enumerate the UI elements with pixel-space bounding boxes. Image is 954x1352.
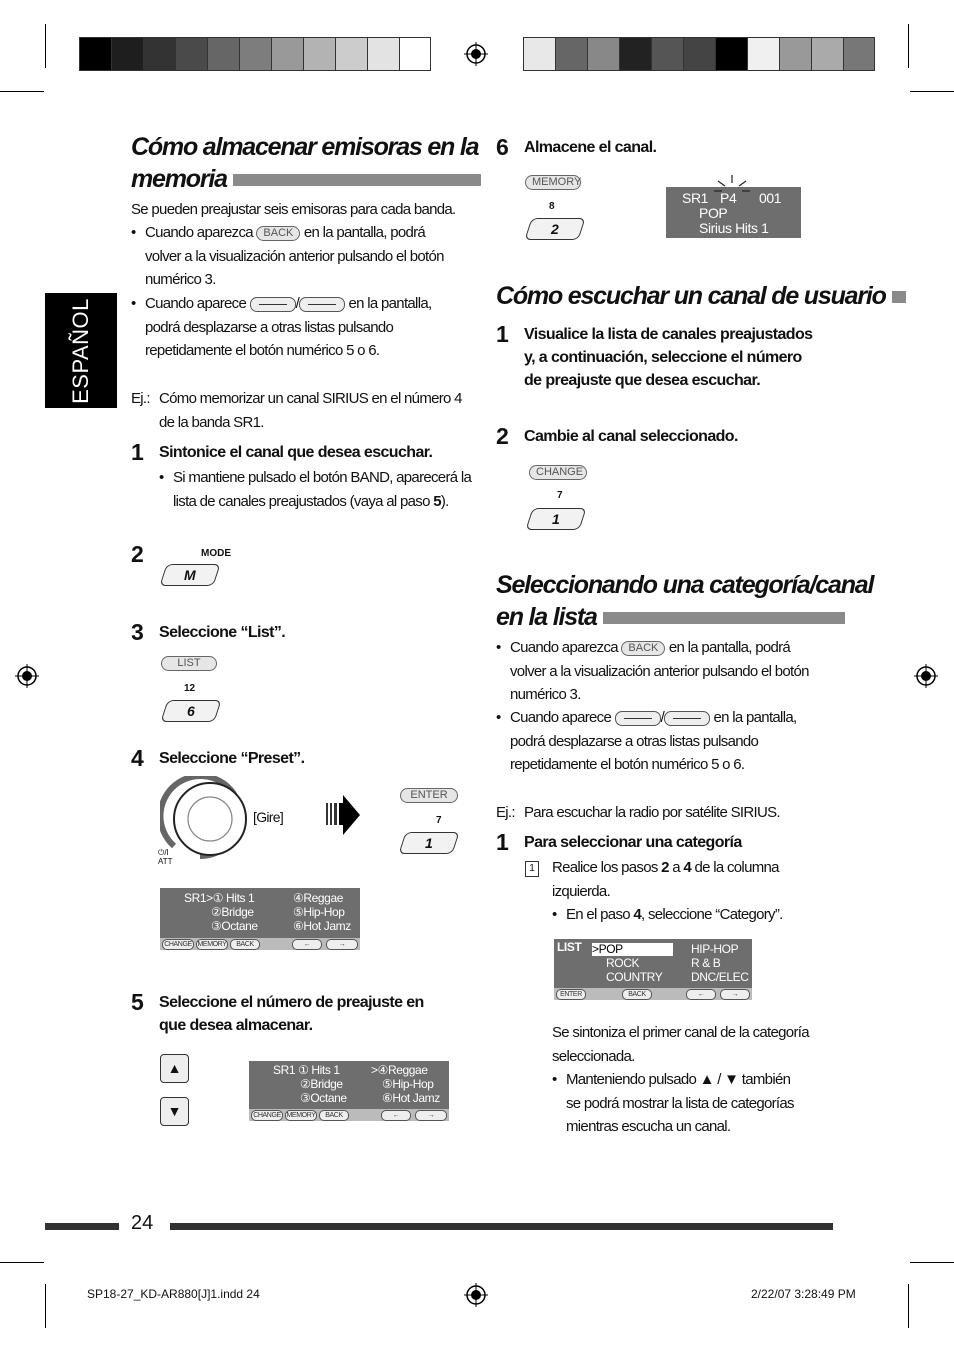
crop-mark bbox=[45, 1284, 46, 1328]
bullet-back: • Cuando aparezca BACK en la pantalla, podrá volver a la visualización anterior pulsando el botón numérico 3. bbox=[145, 221, 465, 292]
enter-pill: ENTER bbox=[400, 788, 458, 803]
back-pill: BACK bbox=[621, 641, 665, 656]
right-arrow-icon bbox=[299, 297, 345, 312]
color-bar-right bbox=[523, 37, 875, 71]
key-label: 12 bbox=[184, 683, 196, 694]
number-2-button[interactable]: 2 bbox=[524, 218, 585, 240]
step-number: 5 bbox=[131, 989, 144, 1015]
example-text: Para escuchar la radio por satélite SIRIUS. bbox=[524, 804, 780, 821]
page-number: 24 bbox=[131, 1212, 154, 1234]
step-number: 2 bbox=[496, 423, 509, 449]
substep-text: Realice los pasos 2 a 4 de la columna izquierda. bbox=[552, 859, 779, 900]
mode-label: MODE bbox=[201, 548, 231, 559]
section-title-line1: Cómo almacenar emisoras en la bbox=[131, 133, 479, 161]
result-note: • Manteniendo pulsado ▲ / ▼ también se podrá mostrar la lista de categorías mientras escucha un canal. bbox=[566, 1068, 826, 1139]
section-title-category: Seleccionando una categoría/canal en la lista bbox=[496, 571, 874, 631]
example-text: Cómo memorizar un canal SIRIUS en el número 4 de la banda SR1. bbox=[159, 390, 462, 431]
section-title-store bbox=[131, 131, 481, 195]
number-1-button[interactable]: 1 bbox=[398, 832, 459, 854]
registration-mark-icon bbox=[464, 42, 488, 66]
crop-mark bbox=[908, 24, 909, 68]
next-arrow-icon bbox=[326, 795, 360, 835]
intro-text: Se pueden preajustar seis emisoras para cada banda. bbox=[131, 201, 456, 218]
back-pill: BACK bbox=[256, 226, 300, 241]
crop-mark bbox=[0, 91, 44, 92]
page-rule-right bbox=[170, 1223, 833, 1230]
key-label: 7 bbox=[436, 815, 442, 826]
crop-mark bbox=[910, 1262, 954, 1263]
key-label: 8 bbox=[549, 201, 555, 212]
registration-mark-icon bbox=[914, 664, 938, 688]
footer-date: 2/22/07 3:28:49 PM bbox=[751, 1287, 856, 1301]
left-arrow-icon bbox=[250, 297, 296, 312]
list-pill: LIST bbox=[161, 656, 217, 671]
change-pill: CHANGE bbox=[529, 465, 587, 480]
lcd-display-stored: SR1 P4 001 POP Sirius Hits 1 bbox=[666, 187, 801, 238]
bullet-back: • Cuando aparezca BACK en la pantalla, podrá volver a la visualización anterior pulsando el botón numérico 3. bbox=[510, 636, 830, 707]
crop-mark bbox=[0, 1262, 44, 1263]
down-button[interactable]: ▼ bbox=[160, 1097, 189, 1126]
number-1-button[interactable]: 1 bbox=[525, 508, 586, 530]
language-tab bbox=[45, 293, 117, 408]
crop-mark bbox=[908, 1284, 909, 1328]
step1-note: • Si mantiene pulsado el botón BAND, aparecerá la lista de canales preajustados (vaya al paso 5). bbox=[173, 466, 473, 513]
left-arrow-icon bbox=[615, 711, 661, 726]
number-6-button[interactable]: 6 bbox=[160, 700, 221, 722]
step-text: Seleccione “List”. bbox=[159, 624, 286, 641]
example-label: Ej.: bbox=[496, 804, 515, 821]
mode-button[interactable]: M bbox=[159, 564, 220, 586]
step-number: 3 bbox=[131, 619, 144, 645]
example-label: Ej.: bbox=[131, 390, 150, 407]
lcd-display-category: LIST >POP HIP-HOP ROCK R & B COUNTRY DNC/ELEC ENTER BACK ← → bbox=[554, 939, 752, 1000]
right-arrow-icon bbox=[664, 711, 710, 726]
preset-flash: P4 bbox=[720, 190, 737, 206]
step-number: 1 bbox=[131, 439, 144, 465]
crop-mark bbox=[45, 24, 46, 68]
page-rule-left bbox=[45, 1223, 119, 1230]
step-number: 2 bbox=[131, 541, 144, 567]
step-text: Almacene el canal. bbox=[524, 139, 657, 156]
substep-box: 1 bbox=[525, 861, 539, 877]
section-title-line2: memoria bbox=[131, 163, 481, 195]
step-number: 6 bbox=[496, 134, 509, 160]
lcd-display-preset: SR1>① Hits 1 ④Reggae ②Bridge ⑤Hip-Hop ③Octane ⑥Hot Jamz CHANGE MEMORY BACK ← → bbox=[160, 888, 360, 950]
section-title-listen: Cómo escuchar un canal de usuario bbox=[496, 280, 906, 312]
step-text: Sintonice el canal que desea escuchar. bbox=[159, 444, 433, 461]
step-number: 1 bbox=[496, 829, 509, 855]
color-bar-left bbox=[79, 37, 431, 71]
registration-mark-icon bbox=[464, 1283, 488, 1307]
registration-mark-icon bbox=[15, 664, 39, 688]
bullet-arrows: • Cuando aparece / en la pantalla, podrá desplazarse a otras listas pulsando repetidamente el botón numérico 5 o 6. bbox=[510, 706, 830, 777]
key-label: 7 bbox=[557, 490, 563, 501]
memory-pill: MEMORY bbox=[525, 175, 581, 190]
lcd-display-select: SR1 ① Hits 1 >④Reggae ②Bridge ⑤Hip-Hop ③Octane ⑥Hot Jamz CHANGE MEMORY BACK ← → bbox=[249, 1061, 449, 1121]
substep-note: • En el paso 4, seleccione “Category”. bbox=[566, 903, 783, 927]
bullet-arrows: • Cuando aparece / en la pantalla, podrá desplazarse a otras listas pulsando repetidamente el botón numérico 5 o 6. bbox=[145, 292, 465, 363]
turn-label: [Gire] bbox=[253, 809, 284, 825]
step-text: Para seleccionar una categoría bbox=[524, 834, 742, 851]
up-button[interactable]: ▲ bbox=[160, 1054, 189, 1083]
footer-file: SP18-27_KD-AR880[J]1.indd 24 bbox=[87, 1287, 260, 1301]
step-text: Visualice la lista de canales preajustados y, a continuación, seleccione el número de preajuste que desea escuchar. bbox=[524, 326, 813, 389]
step-text: Cambie al canal seleccionado. bbox=[524, 428, 738, 445]
step-text: Seleccione “Preset”. bbox=[159, 750, 305, 767]
crop-mark bbox=[910, 91, 954, 92]
step-number: 1 bbox=[496, 321, 509, 347]
step-number: 4 bbox=[131, 745, 144, 771]
step-text: Seleccione el número de preajuste en que desea almacenar. bbox=[159, 994, 424, 1034]
language-tab-label: ESPAÑOL bbox=[68, 297, 93, 404]
att-label: ⏻/I ATT bbox=[158, 848, 173, 866]
result-text: Se sintoniza el primer canal de la categoría seleccionada. bbox=[552, 1024, 809, 1065]
flash-icon bbox=[712, 175, 752, 199]
